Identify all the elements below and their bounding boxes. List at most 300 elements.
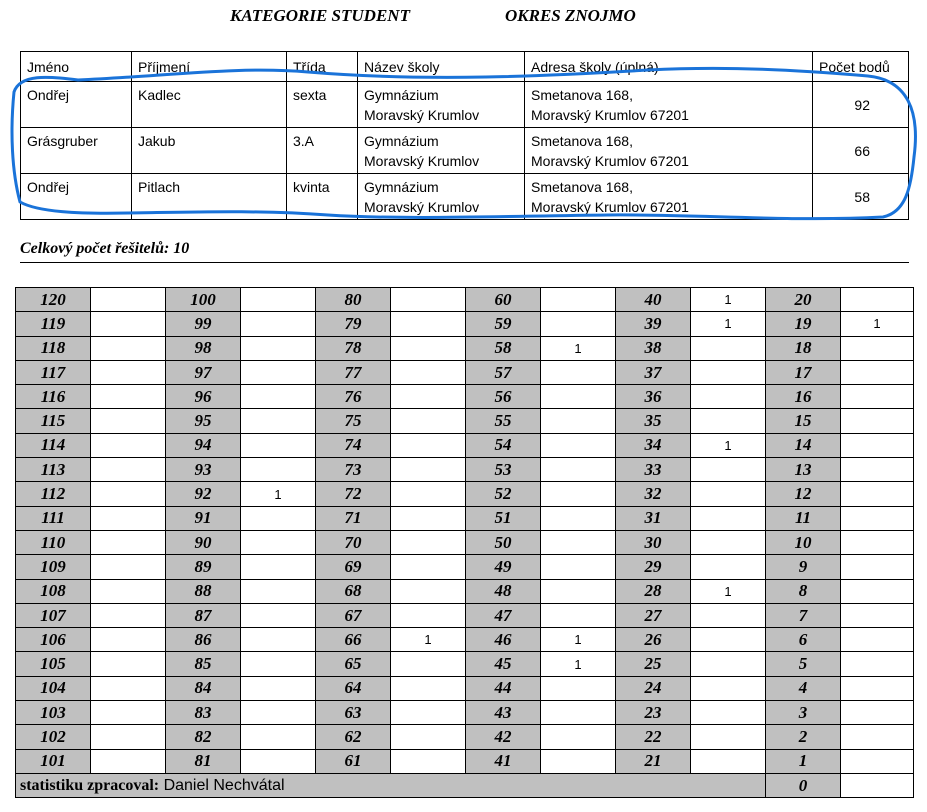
score-count bbox=[541, 701, 616, 725]
points-cell bbox=[813, 174, 909, 220]
class: 3.A bbox=[293, 133, 315, 149]
stats-row bbox=[16, 312, 914, 336]
score-count bbox=[241, 288, 316, 312]
score-count bbox=[691, 676, 766, 700]
score-label: 25 bbox=[616, 652, 691, 676]
col-header-school: Název školy bbox=[358, 52, 525, 82]
score-count bbox=[91, 555, 166, 579]
score-count: 1 bbox=[391, 628, 466, 652]
score-count bbox=[91, 701, 166, 725]
score-count bbox=[841, 360, 914, 384]
score-count bbox=[241, 409, 316, 433]
score-count bbox=[391, 312, 466, 336]
score-label: 29 bbox=[616, 555, 691, 579]
score-count bbox=[391, 409, 466, 433]
score-label: 16 bbox=[766, 385, 841, 409]
score-count: 1 bbox=[691, 312, 766, 336]
score-count: 1 bbox=[691, 579, 766, 603]
score-count bbox=[841, 555, 914, 579]
last-name-cell bbox=[132, 128, 287, 174]
score-label: 18 bbox=[766, 336, 841, 360]
points-cell bbox=[813, 128, 909, 174]
class-cell bbox=[287, 174, 358, 220]
score-count bbox=[541, 360, 616, 384]
score-label: 87 bbox=[166, 603, 241, 627]
score-label: 75 bbox=[316, 409, 391, 433]
score-label: 116 bbox=[16, 385, 91, 409]
score-label: 84 bbox=[166, 676, 241, 700]
score-count bbox=[91, 579, 166, 603]
stats-row bbox=[16, 385, 914, 409]
school-cell bbox=[358, 82, 525, 128]
score-count: 1 bbox=[541, 652, 616, 676]
school-line-2: Moravský Krumlov bbox=[364, 107, 480, 123]
class: sexta bbox=[293, 87, 327, 103]
col-header-last-name: Příjmení bbox=[132, 52, 287, 82]
score-label: 0 bbox=[766, 773, 841, 797]
score-label: 108 bbox=[16, 579, 91, 603]
score-label: 104 bbox=[16, 676, 91, 700]
score-label: 101 bbox=[16, 749, 91, 773]
score-label: 11 bbox=[766, 506, 841, 530]
score-count: 1 bbox=[541, 336, 616, 360]
score-count bbox=[241, 725, 316, 749]
score-label: 99 bbox=[166, 312, 241, 336]
score-count bbox=[91, 530, 166, 554]
winners-header-row bbox=[21, 52, 909, 82]
stats-row bbox=[16, 652, 914, 676]
col-header-address: Adresa školy (úplná) bbox=[525, 52, 813, 82]
score-count bbox=[391, 701, 466, 725]
school-cell bbox=[358, 128, 525, 174]
score-label: 54 bbox=[466, 433, 541, 457]
score-label: 17 bbox=[766, 360, 841, 384]
stats-row bbox=[16, 676, 914, 700]
score-count bbox=[691, 725, 766, 749]
school-line-2: Moravský Krumlov bbox=[364, 153, 480, 169]
score-count bbox=[541, 530, 616, 554]
score-label: 8 bbox=[766, 579, 841, 603]
stats-row bbox=[16, 530, 914, 554]
score-count bbox=[541, 579, 616, 603]
score-statistics-table bbox=[15, 287, 914, 798]
score-label: 58 bbox=[466, 336, 541, 360]
score-count bbox=[841, 628, 914, 652]
score-count bbox=[541, 288, 616, 312]
score-label: 10 bbox=[766, 530, 841, 554]
score-label: 111 bbox=[16, 506, 91, 530]
score-label: 2 bbox=[766, 725, 841, 749]
score-count bbox=[91, 458, 166, 482]
score-count bbox=[241, 506, 316, 530]
score-label: 92 bbox=[166, 482, 241, 506]
score-count bbox=[541, 458, 616, 482]
score-count bbox=[241, 385, 316, 409]
score-count bbox=[391, 336, 466, 360]
score-count bbox=[241, 579, 316, 603]
score-label: 118 bbox=[16, 336, 91, 360]
score-label: 20 bbox=[766, 288, 841, 312]
score-count bbox=[241, 530, 316, 554]
score-count: 1 bbox=[241, 482, 316, 506]
score-label: 14 bbox=[766, 433, 841, 457]
score-label: 82 bbox=[166, 725, 241, 749]
score-label: 107 bbox=[16, 603, 91, 627]
score-count bbox=[841, 749, 914, 773]
score-label: 6 bbox=[766, 628, 841, 652]
score-count bbox=[541, 749, 616, 773]
score-count bbox=[541, 409, 616, 433]
col-header-first-name: Jméno bbox=[21, 52, 132, 82]
score-label: 59 bbox=[466, 312, 541, 336]
score-label: 93 bbox=[166, 458, 241, 482]
score-label: 5 bbox=[766, 652, 841, 676]
score-label: 97 bbox=[166, 360, 241, 384]
stats-row bbox=[16, 701, 914, 725]
score-count bbox=[391, 555, 466, 579]
score-count bbox=[241, 360, 316, 384]
score-label: 4 bbox=[766, 676, 841, 700]
score-count bbox=[91, 603, 166, 627]
score-label: 70 bbox=[316, 530, 391, 554]
score-label: 102 bbox=[16, 725, 91, 749]
score-label: 7 bbox=[766, 603, 841, 627]
score-count bbox=[691, 652, 766, 676]
score-label: 117 bbox=[16, 360, 91, 384]
score-count bbox=[91, 628, 166, 652]
score-label: 103 bbox=[16, 701, 91, 725]
school-line-1: Gymnázium bbox=[364, 87, 439, 103]
score-label: 106 bbox=[16, 628, 91, 652]
score-count bbox=[241, 458, 316, 482]
score-label: 24 bbox=[616, 676, 691, 700]
score-label: 36 bbox=[616, 385, 691, 409]
score-count bbox=[841, 433, 914, 457]
score-count bbox=[391, 385, 466, 409]
address-cell bbox=[525, 82, 813, 128]
score-count: 1 bbox=[541, 628, 616, 652]
score-label: 30 bbox=[616, 530, 691, 554]
score-label: 27 bbox=[616, 603, 691, 627]
score-label: 50 bbox=[466, 530, 541, 554]
score-label: 21 bbox=[616, 749, 691, 773]
score-label: 19 bbox=[766, 312, 841, 336]
stats-footer-row bbox=[16, 773, 914, 797]
col-header-points: Počet bodů bbox=[813, 52, 909, 82]
score-label: 63 bbox=[316, 701, 391, 725]
district-title: OKRES ZNOJMO bbox=[505, 6, 636, 25]
score-count bbox=[691, 506, 766, 530]
first-name-cell bbox=[21, 128, 132, 174]
score-count bbox=[91, 385, 166, 409]
winners-table bbox=[20, 51, 909, 220]
score-count bbox=[691, 701, 766, 725]
score-count bbox=[841, 676, 914, 700]
score-label: 65 bbox=[316, 652, 391, 676]
score-count bbox=[391, 676, 466, 700]
stats-row bbox=[16, 555, 914, 579]
score-label: 9 bbox=[766, 555, 841, 579]
score-count bbox=[241, 312, 316, 336]
score-label: 79 bbox=[316, 312, 391, 336]
score-label: 115 bbox=[16, 409, 91, 433]
score-label: 94 bbox=[166, 433, 241, 457]
solver-count: Celkový počet řešitelů: 10 bbox=[20, 240, 909, 263]
score-label: 53 bbox=[466, 458, 541, 482]
score-count bbox=[391, 579, 466, 603]
score-label: 76 bbox=[316, 385, 391, 409]
score-label: 62 bbox=[316, 725, 391, 749]
score-count bbox=[91, 482, 166, 506]
score-count bbox=[691, 360, 766, 384]
last-name-cell bbox=[132, 82, 287, 128]
score-label: 34 bbox=[616, 433, 691, 457]
score-label: 109 bbox=[16, 555, 91, 579]
stats-row bbox=[16, 482, 914, 506]
school-line-1: Gymnázium bbox=[364, 133, 439, 149]
score-count bbox=[91, 312, 166, 336]
score-count: 1 bbox=[691, 433, 766, 457]
score-count bbox=[91, 506, 166, 530]
score-label: 39 bbox=[616, 312, 691, 336]
score-label: 1 bbox=[766, 749, 841, 773]
last-name: Kadlec bbox=[138, 87, 181, 103]
page-header bbox=[0, 6, 927, 30]
score-count bbox=[391, 725, 466, 749]
score-count bbox=[691, 458, 766, 482]
last-name: Pitlach bbox=[138, 179, 181, 195]
score-label: 64 bbox=[316, 676, 391, 700]
score-count bbox=[691, 628, 766, 652]
score-count bbox=[91, 360, 166, 384]
stats-row bbox=[16, 409, 914, 433]
processed-by-name: Daniel Nechvátal bbox=[163, 776, 285, 794]
points-value: 92 bbox=[854, 97, 870, 113]
score-label: 89 bbox=[166, 555, 241, 579]
score-count bbox=[91, 652, 166, 676]
score-count bbox=[391, 360, 466, 384]
score-label: 88 bbox=[166, 579, 241, 603]
score-label: 113 bbox=[16, 458, 91, 482]
stats-row bbox=[16, 288, 914, 312]
score-count bbox=[841, 530, 914, 554]
score-count bbox=[841, 701, 914, 725]
score-label: 43 bbox=[466, 701, 541, 725]
score-label: 3 bbox=[766, 701, 841, 725]
score-label: 22 bbox=[616, 725, 691, 749]
score-label: 49 bbox=[466, 555, 541, 579]
score-count bbox=[391, 482, 466, 506]
score-label: 12 bbox=[766, 482, 841, 506]
score-label: 69 bbox=[316, 555, 391, 579]
score-label: 38 bbox=[616, 336, 691, 360]
score-count bbox=[91, 433, 166, 457]
processed-by bbox=[16, 773, 766, 797]
score-count bbox=[841, 458, 914, 482]
score-count bbox=[691, 555, 766, 579]
class: kvinta bbox=[293, 179, 330, 195]
score-count bbox=[91, 336, 166, 360]
score-label: 98 bbox=[166, 336, 241, 360]
address-line-1: Smetanova 168, bbox=[531, 133, 633, 149]
first-name-cell bbox=[21, 174, 132, 220]
address-line-2: Moravský Krumlov 67201 bbox=[531, 107, 689, 123]
address-line-2: Moravský Krumlov 67201 bbox=[531, 199, 689, 215]
score-label: 55 bbox=[466, 409, 541, 433]
score-count bbox=[391, 749, 466, 773]
stats-row bbox=[16, 458, 914, 482]
score-label: 112 bbox=[16, 482, 91, 506]
score-label: 33 bbox=[616, 458, 691, 482]
score-label: 81 bbox=[166, 749, 241, 773]
score-label: 52 bbox=[466, 482, 541, 506]
score-label: 42 bbox=[466, 725, 541, 749]
score-count: 1 bbox=[841, 312, 914, 336]
class-cell bbox=[287, 128, 358, 174]
points-value: 58 bbox=[854, 189, 870, 205]
stats-row bbox=[16, 579, 914, 603]
score-label: 86 bbox=[166, 628, 241, 652]
score-label: 105 bbox=[16, 652, 91, 676]
score-count bbox=[841, 336, 914, 360]
stats-row bbox=[16, 506, 914, 530]
school-line-2: Moravský Krumlov bbox=[364, 199, 480, 215]
score-label: 66 bbox=[316, 628, 391, 652]
score-count bbox=[241, 676, 316, 700]
score-label: 23 bbox=[616, 701, 691, 725]
score-label: 78 bbox=[316, 336, 391, 360]
score-label: 28 bbox=[616, 579, 691, 603]
score-label: 47 bbox=[466, 603, 541, 627]
first-name: Grásgruber bbox=[27, 133, 98, 149]
score-count bbox=[241, 555, 316, 579]
score-count bbox=[841, 603, 914, 627]
first-name: Ondřej bbox=[27, 87, 70, 103]
score-label: 96 bbox=[166, 385, 241, 409]
score-count bbox=[391, 603, 466, 627]
score-count bbox=[541, 482, 616, 506]
score-label: 40 bbox=[616, 288, 691, 312]
score-label: 13 bbox=[766, 458, 841, 482]
score-count bbox=[841, 773, 914, 797]
score-label: 35 bbox=[616, 409, 691, 433]
score-count bbox=[241, 652, 316, 676]
score-count bbox=[541, 603, 616, 627]
score-label: 68 bbox=[316, 579, 391, 603]
score-label: 83 bbox=[166, 701, 241, 725]
score-count bbox=[691, 482, 766, 506]
score-label: 32 bbox=[616, 482, 691, 506]
score-label: 74 bbox=[316, 433, 391, 457]
score-label: 80 bbox=[316, 288, 391, 312]
address-cell bbox=[525, 128, 813, 174]
address-cell bbox=[525, 174, 813, 220]
col-header-class: Třída bbox=[287, 52, 358, 82]
first-name: Ondřej bbox=[27, 179, 70, 195]
score-count bbox=[841, 385, 914, 409]
score-count bbox=[541, 555, 616, 579]
score-label: 91 bbox=[166, 506, 241, 530]
score-label: 60 bbox=[466, 288, 541, 312]
score-count bbox=[391, 458, 466, 482]
score-count bbox=[391, 506, 466, 530]
score-count bbox=[91, 409, 166, 433]
winner-row bbox=[21, 128, 909, 174]
school-line-1: Gymnázium bbox=[364, 179, 439, 195]
score-count bbox=[541, 433, 616, 457]
class-cell bbox=[287, 82, 358, 128]
score-count bbox=[391, 433, 466, 457]
score-count bbox=[91, 288, 166, 312]
address-line-1: Smetanova 168, bbox=[531, 87, 633, 103]
score-count bbox=[241, 701, 316, 725]
score-label: 110 bbox=[16, 530, 91, 554]
score-count bbox=[541, 725, 616, 749]
points-cell bbox=[813, 82, 909, 128]
category-title: KATEGORIE STUDENT bbox=[230, 6, 410, 25]
score-label: 72 bbox=[316, 482, 391, 506]
score-label: 114 bbox=[16, 433, 91, 457]
stats-row bbox=[16, 433, 914, 457]
score-label: 31 bbox=[616, 506, 691, 530]
score-label: 37 bbox=[616, 360, 691, 384]
first-name-cell bbox=[21, 82, 132, 128]
score-count bbox=[841, 482, 914, 506]
points-value: 66 bbox=[854, 143, 870, 159]
processed-by-label: statistiku zpracoval: bbox=[20, 776, 160, 794]
score-label: 95 bbox=[166, 409, 241, 433]
score-label: 71 bbox=[316, 506, 391, 530]
stats-row bbox=[16, 628, 914, 652]
address-line-2: Moravský Krumlov 67201 bbox=[531, 153, 689, 169]
score-count bbox=[841, 725, 914, 749]
score-label: 90 bbox=[166, 530, 241, 554]
score-count bbox=[241, 749, 316, 773]
score-label: 56 bbox=[466, 385, 541, 409]
score-count bbox=[541, 385, 616, 409]
score-count bbox=[841, 652, 914, 676]
stats-row bbox=[16, 360, 914, 384]
score-count bbox=[841, 409, 914, 433]
score-count bbox=[541, 676, 616, 700]
score-label: 57 bbox=[466, 360, 541, 384]
score-count bbox=[841, 506, 914, 530]
score-count bbox=[391, 288, 466, 312]
winner-row bbox=[21, 174, 909, 220]
score-label: 44 bbox=[466, 676, 541, 700]
score-count bbox=[691, 409, 766, 433]
score-count bbox=[691, 749, 766, 773]
score-label: 51 bbox=[466, 506, 541, 530]
score-count bbox=[691, 336, 766, 360]
score-label: 67 bbox=[316, 603, 391, 627]
score-label: 120 bbox=[16, 288, 91, 312]
score-count bbox=[241, 433, 316, 457]
stats-row bbox=[16, 336, 914, 360]
score-count bbox=[691, 603, 766, 627]
score-count bbox=[91, 676, 166, 700]
score-label: 48 bbox=[466, 579, 541, 603]
last-name-cell bbox=[132, 174, 287, 220]
score-count bbox=[91, 725, 166, 749]
score-count bbox=[241, 336, 316, 360]
score-label: 15 bbox=[766, 409, 841, 433]
score-label: 26 bbox=[616, 628, 691, 652]
score-count bbox=[391, 530, 466, 554]
stats-row bbox=[16, 603, 914, 627]
score-label: 41 bbox=[466, 749, 541, 773]
stats-row bbox=[16, 749, 914, 773]
